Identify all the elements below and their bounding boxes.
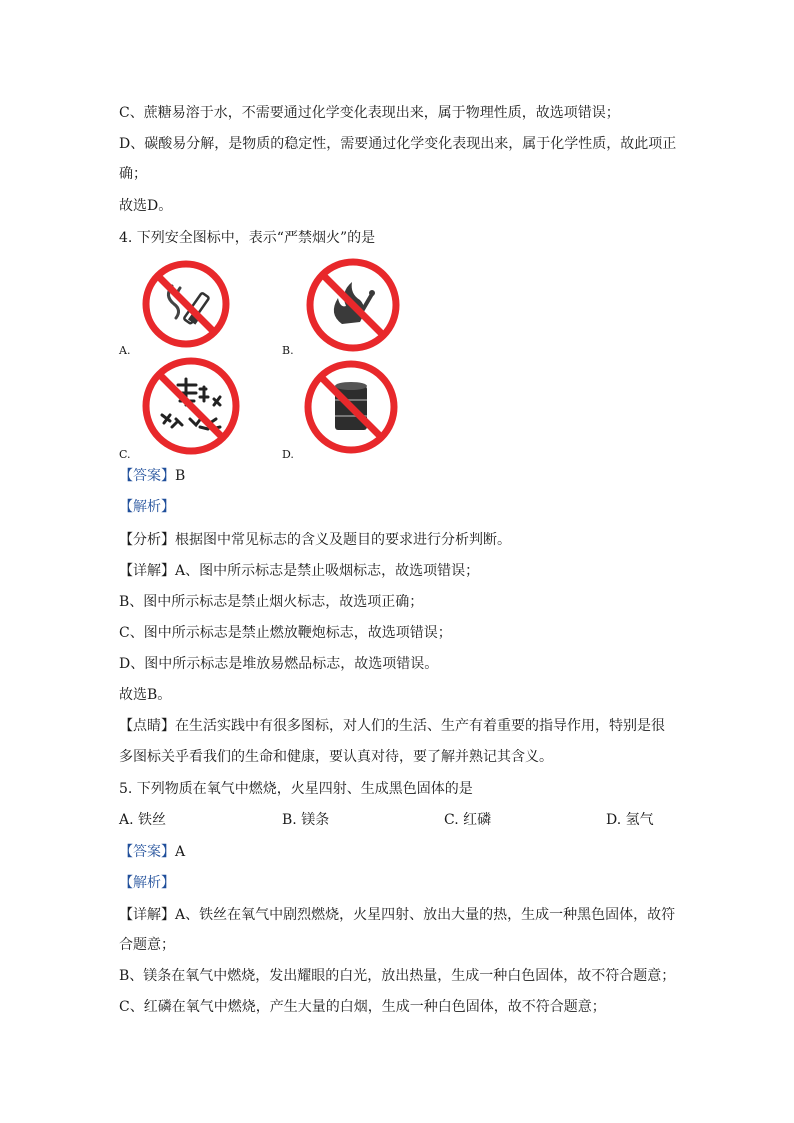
text-line: 确； bbox=[119, 166, 147, 182]
detail-tag: 【详解】 bbox=[119, 563, 175, 579]
text-line: D、碳酸易分解，是物质的稳定性，需要通过化学变化表现出来，属于化学性质，故此项正 bbox=[119, 136, 677, 152]
option-label: C. bbox=[119, 448, 131, 461]
detail-line bbox=[119, 905, 675, 925]
detail-tag: 【详解】 bbox=[119, 907, 175, 923]
text-line: 多图标关乎看我们的生命和健康，要认真对待，要了解并熟记其含义。 bbox=[119, 749, 553, 765]
choice-a: A. 铁丝 bbox=[119, 812, 167, 828]
tip-text: 在生活实践中有很多图标，对人们的生活、生产有着重要的指导作用，特别是很 bbox=[175, 718, 665, 734]
choice-b: B. 镁条 bbox=[282, 812, 330, 828]
text-line: C、红磷在氧气中燃烧，产生大量的白烟，生成一种白色固体，故不符合题意； bbox=[119, 999, 606, 1015]
answer-line bbox=[119, 466, 185, 486]
tip-line bbox=[119, 716, 665, 736]
no-fire-sign-icon bbox=[306, 258, 400, 352]
answer-tag: 【答案】 bbox=[119, 844, 175, 860]
answer-line bbox=[119, 842, 185, 862]
option-label: A. bbox=[119, 344, 131, 357]
choice-d: D. 氢气 bbox=[606, 812, 654, 828]
analysis-line bbox=[119, 530, 511, 550]
tip-tag: 【点睛】 bbox=[119, 718, 175, 734]
text-line: 故选D。 bbox=[119, 198, 173, 214]
no-fireworks-sign-icon bbox=[142, 357, 240, 455]
text-line: 合题意； bbox=[119, 937, 175, 953]
analysis-tag: 【解析】 bbox=[119, 499, 175, 515]
text-line: B、镁条在氧气中燃烧，发出耀眼的白光，放出热量，生成一种白色固体，故不符合题意； bbox=[119, 968, 676, 984]
analysis-tag: 【解析】 bbox=[119, 875, 175, 891]
text-line: B、图中所示标志是禁止烟火标志，故选项正确； bbox=[119, 594, 424, 610]
detail-text: A、铁丝在氧气中剧烈燃烧，火星四射、放出大量的热，生成一种黑色固体，故符 bbox=[175, 907, 676, 923]
answer-value: A bbox=[175, 844, 186, 860]
detail-text: A、图中所示标志是禁止吸烟标志，故选项错误； bbox=[175, 563, 480, 579]
no-smoking-sign-icon bbox=[142, 260, 230, 348]
choice-c: C. 红磷 bbox=[444, 812, 492, 828]
text-line: C、蔗糖易溶于水，不需要通过化学变化表现出来，属于物理性质，故选项错误； bbox=[119, 105, 620, 121]
option-label: B. bbox=[282, 344, 294, 357]
option-label: D. bbox=[282, 448, 294, 461]
fenxi-tag: 【分析】 bbox=[119, 532, 175, 548]
question-5: 5. 下列物质在氧气中燃烧，火星四射、生成黑色固体的是 bbox=[119, 781, 473, 797]
text-line: D、图中所示标志是堆放易燃品标志，故选项错误。 bbox=[119, 656, 439, 672]
fenxi-text: 根据图中常见标志的含义及题目的要求进行分析判断。 bbox=[175, 532, 511, 548]
answer-value: B bbox=[175, 468, 186, 484]
question-4: 4. 下列安全图标中，表示“严禁烟火”的是 bbox=[119, 230, 376, 246]
no-flammable-storage-sign-icon bbox=[304, 360, 398, 454]
detail-line bbox=[119, 561, 479, 581]
text-line: C、图中所示标志是禁止燃放鞭炮标志，故选项错误； bbox=[119, 625, 452, 641]
text-line: 故选B。 bbox=[119, 687, 172, 703]
answer-tag: 【答案】 bbox=[119, 468, 175, 484]
